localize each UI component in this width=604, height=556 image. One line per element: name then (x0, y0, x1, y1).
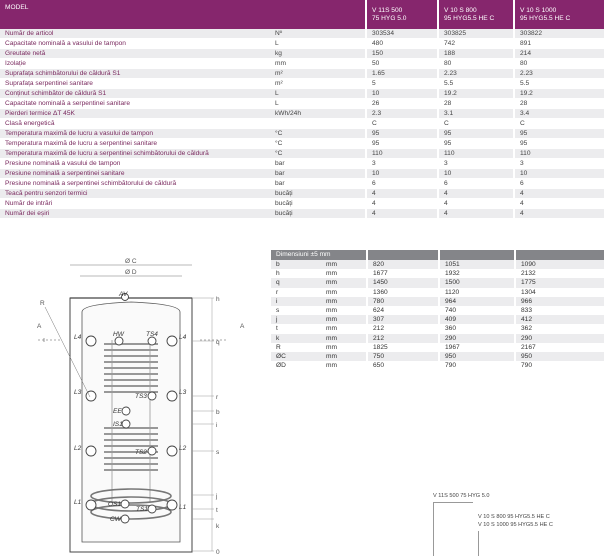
spec-value-model-2: C (438, 119, 514, 129)
spec-unit: °C (270, 149, 366, 159)
model-3-name: V 10 S 1000 95 HYG5.5 HE C (520, 6, 571, 22)
label-hw: HW (113, 331, 124, 338)
label-a-right: A (240, 323, 245, 330)
spec-value-model-2: 10 (438, 169, 514, 179)
port-l4-right (167, 336, 177, 346)
spec-value-model-1: 480 (366, 39, 438, 49)
dims-value-model-3: 362 (515, 324, 604, 333)
dims-key: ØC (271, 352, 321, 361)
spec-value-model-1: 95 (366, 129, 438, 139)
spec-unit: L (270, 89, 366, 99)
dims-value-model-1: 750 (367, 352, 439, 361)
spec-value-model-2: 2.23 (438, 69, 514, 79)
dims-value-model-3: 833 (515, 306, 604, 315)
spec-row (0, 129, 604, 139)
spec-value-model-1: 4 (366, 209, 438, 219)
port-l1-left (86, 500, 96, 510)
spec-label: Număr dei eșiri (0, 209, 270, 219)
tank-drawing (0, 252, 270, 556)
spec-value-model-3: 110 (514, 149, 604, 159)
spec-value-model-3: 95 (514, 129, 604, 139)
spec-label: Teacă pentru senzori termici (0, 189, 270, 199)
spec-value-model-3: 6 (514, 179, 604, 189)
spec-label: Conținut schimbător de căldură S1 (0, 89, 270, 99)
dims-value-model-3: 790 (515, 361, 604, 370)
spec-value-model-2: 742 (438, 39, 514, 49)
dims-unit: mm (321, 288, 367, 297)
spec-value-model-1: 110 (366, 149, 438, 159)
label-h: h (216, 296, 220, 303)
port-l1-right (167, 500, 177, 510)
spec-label: Izolație (0, 59, 270, 69)
label-cw: CW (110, 516, 121, 523)
dims-row (271, 278, 604, 287)
label-ts1: TS1 (136, 506, 148, 513)
spec-row (0, 89, 604, 99)
dims-value-model-2: 1932 (439, 269, 515, 278)
spec-value-model-2: 6 (438, 179, 514, 189)
spec-value-model-3: 4 (514, 189, 604, 199)
dims-row (271, 288, 604, 297)
dims-value-model-2: 1967 (439, 343, 515, 352)
port-l2-right (167, 446, 177, 456)
label-k: k (216, 523, 220, 530)
port-ts4 (148, 337, 156, 345)
dims-value-model-3: 290 (515, 334, 604, 343)
label-s: s (216, 449, 220, 456)
dims-table (271, 250, 604, 370)
label-ts4: TS4 (146, 331, 158, 338)
dims-unit: mm (321, 278, 367, 287)
label-zero: 0 (216, 549, 220, 556)
dims-unit: mm (321, 315, 367, 324)
spec-value-model-3: 28 (514, 99, 604, 109)
dims-value-model-1: 624 (367, 306, 439, 315)
spec-header-unit (270, 0, 366, 29)
spec-value-model-1: 95 (366, 139, 438, 149)
dims-value-model-2: 740 (439, 306, 515, 315)
dims-key: ØD (271, 361, 321, 370)
spec-unit (270, 119, 366, 129)
spec-label: Număr de intrări (0, 199, 270, 209)
label-l3-left: L3 (74, 389, 82, 396)
spec-unit: bucăți (270, 209, 366, 219)
spec-unit: bar (270, 159, 366, 169)
dims-value-model-1: 1825 (367, 343, 439, 352)
dims-value-model-1: 1450 (367, 278, 439, 287)
spec-unit: L (270, 99, 366, 109)
spec-unit: bar (270, 169, 366, 179)
spec-unit: L (270, 39, 366, 49)
label-i: i (216, 422, 218, 429)
spec-row (0, 169, 604, 179)
dims-value-model-1: 212 (367, 334, 439, 343)
spec-row (0, 209, 604, 219)
spec-label: Capacitate nominală a serpentinei sanitare (0, 99, 270, 109)
spec-value-model-3: 80 (514, 59, 604, 69)
dims-header: Dimensiuni ±5 mm (271, 250, 367, 260)
spec-row (0, 139, 604, 149)
port-os1 (121, 500, 129, 508)
spec-label: Pierderi termice ΔT 45K (0, 109, 270, 119)
label-b: b (216, 409, 220, 416)
spec-value-model-2: 3 (438, 159, 514, 169)
label-oc: Ø C (125, 258, 137, 265)
spec-label: Temperatura maximă de lucru a serpentinei sanitare (0, 139, 270, 149)
dims-value-model-1: 780 (367, 297, 439, 306)
spec-value-model-1: 5 (366, 79, 438, 89)
port-ts2 (148, 447, 156, 455)
dims-unit: mm (321, 269, 367, 278)
port-l3-right (167, 391, 177, 401)
label-j: j (216, 493, 218, 500)
spec-label: Capacitate nominală a vasului de tampon (0, 39, 270, 49)
spec-unit: bucăți (270, 199, 366, 209)
dims-value-model-2: 1051 (439, 260, 515, 269)
dims-value-model-1: 307 (367, 315, 439, 324)
dims-value-model-3: 2132 (515, 269, 604, 278)
spec-header-model: MODEL (0, 0, 270, 29)
spec-value-model-1: 4 (366, 189, 438, 199)
port-ts3 (148, 392, 156, 400)
spec-row (0, 49, 604, 59)
dims-row (271, 352, 604, 361)
spec-value-model-1: 26 (366, 99, 438, 109)
dims-key: j (271, 315, 321, 324)
dims-row (271, 324, 604, 333)
spec-value-model-3: 4 (514, 199, 604, 209)
port-ts1 (148, 505, 156, 513)
dims-key: s (271, 306, 321, 315)
dims-row (271, 306, 604, 315)
label-a-left: A (37, 323, 42, 330)
spec-value-model-2: 19.2 (438, 89, 514, 99)
spec-value-model-1: 2.3 (366, 109, 438, 119)
spec-label: Clasă energetică (0, 119, 270, 129)
port-l2-left (86, 446, 96, 456)
dims-value-model-3: 950 (515, 352, 604, 361)
spec-unit: kWh/24h (270, 109, 366, 119)
spec-value-model-1: 150 (366, 49, 438, 59)
spec-label: Presiune nominală a serpentinei sanitare (0, 169, 270, 179)
dims-key: h (271, 269, 321, 278)
spec-unit: bar (270, 179, 366, 189)
spec-value-model-3: 10 (514, 169, 604, 179)
spec-label: Temperatura maximă de lucru a serpentinei schimbătorului de căldură (0, 149, 270, 159)
dims-unit: mm (321, 324, 367, 333)
dims-value-model-1: 1677 (367, 269, 439, 278)
label-od: Ø D (125, 269, 137, 276)
dims-row (271, 297, 604, 306)
dims-key: r (271, 288, 321, 297)
label-l2-right: L2 (179, 445, 187, 452)
spec-value-model-3: 3 (514, 159, 604, 169)
spec-row (0, 79, 604, 89)
spec-row (0, 189, 604, 199)
spec-table (0, 0, 604, 219)
spec-value-model-2: 3.1 (438, 109, 514, 119)
spec-header-model-3 (514, 0, 604, 29)
spec-header-model-2 (438, 0, 514, 29)
spec-value-model-3: 4 (514, 209, 604, 219)
dims-row (271, 343, 604, 352)
spec-unit: m² (270, 69, 366, 79)
model-1-name: V 11S 500 75 HYG 5.0 (372, 6, 407, 22)
dims-value-model-1: 650 (367, 361, 439, 370)
spec-label: Temperatura maximă de lucru a vasului de tampon (0, 129, 270, 139)
spec-value-model-2: 110 (438, 149, 514, 159)
model-2-name: V 10 S 800 95 HYG5.5 HE C (444, 6, 495, 22)
spec-value-model-2: 4 (438, 189, 514, 199)
spec-label: Suprafața serpentinei sanitare (0, 79, 270, 89)
spec-row (0, 119, 604, 129)
dims-value-model-3: 966 (515, 297, 604, 306)
dims-key: q (271, 278, 321, 287)
spec-value-model-2: 28 (438, 99, 514, 109)
spec-value-model-3: 214 (514, 49, 604, 59)
spec-unit: m² (270, 79, 366, 89)
spec-row (0, 29, 604, 39)
spec-header-row (0, 0, 604, 29)
dims-value-model-1: 1360 (367, 288, 439, 297)
spec-value-model-2: 5.5 (438, 79, 514, 89)
dims-value-model-1: 820 (367, 260, 439, 269)
dims-unit: mm (321, 343, 367, 352)
legend-model-a: V 11S 500 75 HYG 5.0 (433, 493, 490, 499)
spec-unit: °C (270, 129, 366, 139)
spec-value-model-1: 10 (366, 169, 438, 179)
spec-value-model-3: 303822 (514, 29, 604, 39)
dims-row (271, 334, 604, 343)
spec-value-model-2: 4 (438, 209, 514, 219)
spec-value-model-1: 4 (366, 199, 438, 209)
spec-label: Presiune nominală a vasului de tampon (0, 159, 270, 169)
spec-unit: Nº (270, 29, 366, 39)
spec-row (0, 39, 604, 49)
label-l4-left: L4 (74, 334, 82, 341)
spec-value-model-1: C (366, 119, 438, 129)
legend-model-b1: V 10 S 800 95 HYG5.5 HE C (478, 514, 550, 520)
port-l4-left (86, 336, 96, 346)
label-is1: IS1 (113, 421, 123, 428)
dims-value-model-1: 212 (367, 324, 439, 333)
dims-unit: mm (321, 297, 367, 306)
dims-value-model-3: 1775 (515, 278, 604, 287)
dims-value-model-2: 790 (439, 361, 515, 370)
spec-value-model-3: C (514, 119, 604, 129)
spec-unit: mm (270, 59, 366, 69)
spec-value-model-1: 1.65 (366, 69, 438, 79)
legend-model-b2: V 10 S 1000 95 HYG5.5 HE C (478, 522, 553, 528)
spec-header-model-1 (366, 0, 438, 29)
label-av: AV (119, 291, 128, 298)
label-ts2: TS2 (135, 449, 147, 456)
spec-row (0, 59, 604, 69)
spec-label: Presiune nominală a serpentinei schimbătorului de căldură (0, 179, 270, 189)
label-t: t (216, 507, 218, 514)
dims-value-model-2: 950 (439, 352, 515, 361)
dims-value-model-3: 1090 (515, 260, 604, 269)
dims-value-model-2: 409 (439, 315, 515, 324)
dims-key: i (271, 297, 321, 306)
label-r: r (216, 394, 219, 401)
spec-value-model-2: 95 (438, 129, 514, 139)
spec-value-model-1: 303534 (366, 29, 438, 39)
spec-value-model-2: 188 (438, 49, 514, 59)
port-is1 (122, 420, 130, 428)
dims-value-model-2: 964 (439, 297, 515, 306)
label-ts3: TS3 (135, 393, 147, 400)
dims-key: b (271, 260, 321, 269)
spec-value-model-3: 19.2 (514, 89, 604, 99)
dims-value-model-2: 1500 (439, 278, 515, 287)
dims-key: t (271, 324, 321, 333)
spec-row (0, 99, 604, 109)
dims-value-model-3: 2167 (515, 343, 604, 352)
spec-row (0, 69, 604, 79)
spec-row (0, 179, 604, 189)
spec-value-model-3: 2.23 (514, 69, 604, 79)
spec-value-model-3: 95 (514, 139, 604, 149)
spec-label: Număr de articol (0, 29, 270, 39)
spec-value-model-1: 50 (366, 59, 438, 69)
dims-row (271, 361, 604, 370)
spec-label: Suprafața schimbătorului de căldură S1 (0, 69, 270, 79)
dims-value-model-3: 412 (515, 315, 604, 324)
spec-value-model-2: 95 (438, 139, 514, 149)
spec-label: Greutate netă (0, 49, 270, 59)
label-l4-right: L4 (179, 334, 187, 341)
port-hw (115, 337, 123, 345)
dims-unit: mm (321, 352, 367, 361)
dims-key: k (271, 334, 321, 343)
spec-value-model-1: 6 (366, 179, 438, 189)
spec-unit: kg (270, 49, 366, 59)
dims-header-row (271, 250, 604, 260)
spec-value-model-3: 3.4 (514, 109, 604, 119)
dims-value-model-3: 1304 (515, 288, 604, 297)
label-r-big: R (40, 300, 45, 307)
dims-row (271, 315, 604, 324)
spec-value-model-2: 4 (438, 199, 514, 209)
dims-value-model-2: 1120 (439, 288, 515, 297)
label-q: q (216, 339, 220, 346)
dims-key: R (271, 343, 321, 352)
spec-value-model-1: 10 (366, 89, 438, 99)
dims-unit: mm (321, 361, 367, 370)
spec-row (0, 109, 604, 119)
label-ee: EE (113, 408, 122, 415)
spec-row (0, 199, 604, 209)
dims-unit: mm (321, 306, 367, 315)
dims-unit: mm (321, 334, 367, 343)
dims-value-model-2: 290 (439, 334, 515, 343)
spec-value-model-1: 3 (366, 159, 438, 169)
port-ee (122, 407, 130, 415)
dims-row (271, 260, 604, 269)
label-os1: OS1 (108, 501, 122, 508)
label-l1-left: L1 (74, 499, 82, 506)
port-cw (121, 515, 129, 523)
label-l3-right: L3 (179, 389, 187, 396)
spec-value-model-3: 5.5 (514, 79, 604, 89)
spec-unit: °C (270, 139, 366, 149)
spec-row (0, 149, 604, 159)
dims-value-model-2: 360 (439, 324, 515, 333)
spec-row (0, 159, 604, 169)
label-l2-left: L2 (74, 445, 82, 452)
spec-value-model-2: 80 (438, 59, 514, 69)
dims-unit: mm (321, 260, 367, 269)
label-l1-right: L1 (179, 504, 187, 511)
dims-row (271, 269, 604, 278)
tank-vessel (82, 302, 180, 542)
spec-unit: bucăți (270, 189, 366, 199)
spec-value-model-2: 303825 (438, 29, 514, 39)
spec-value-model-3: 891 (514, 39, 604, 49)
